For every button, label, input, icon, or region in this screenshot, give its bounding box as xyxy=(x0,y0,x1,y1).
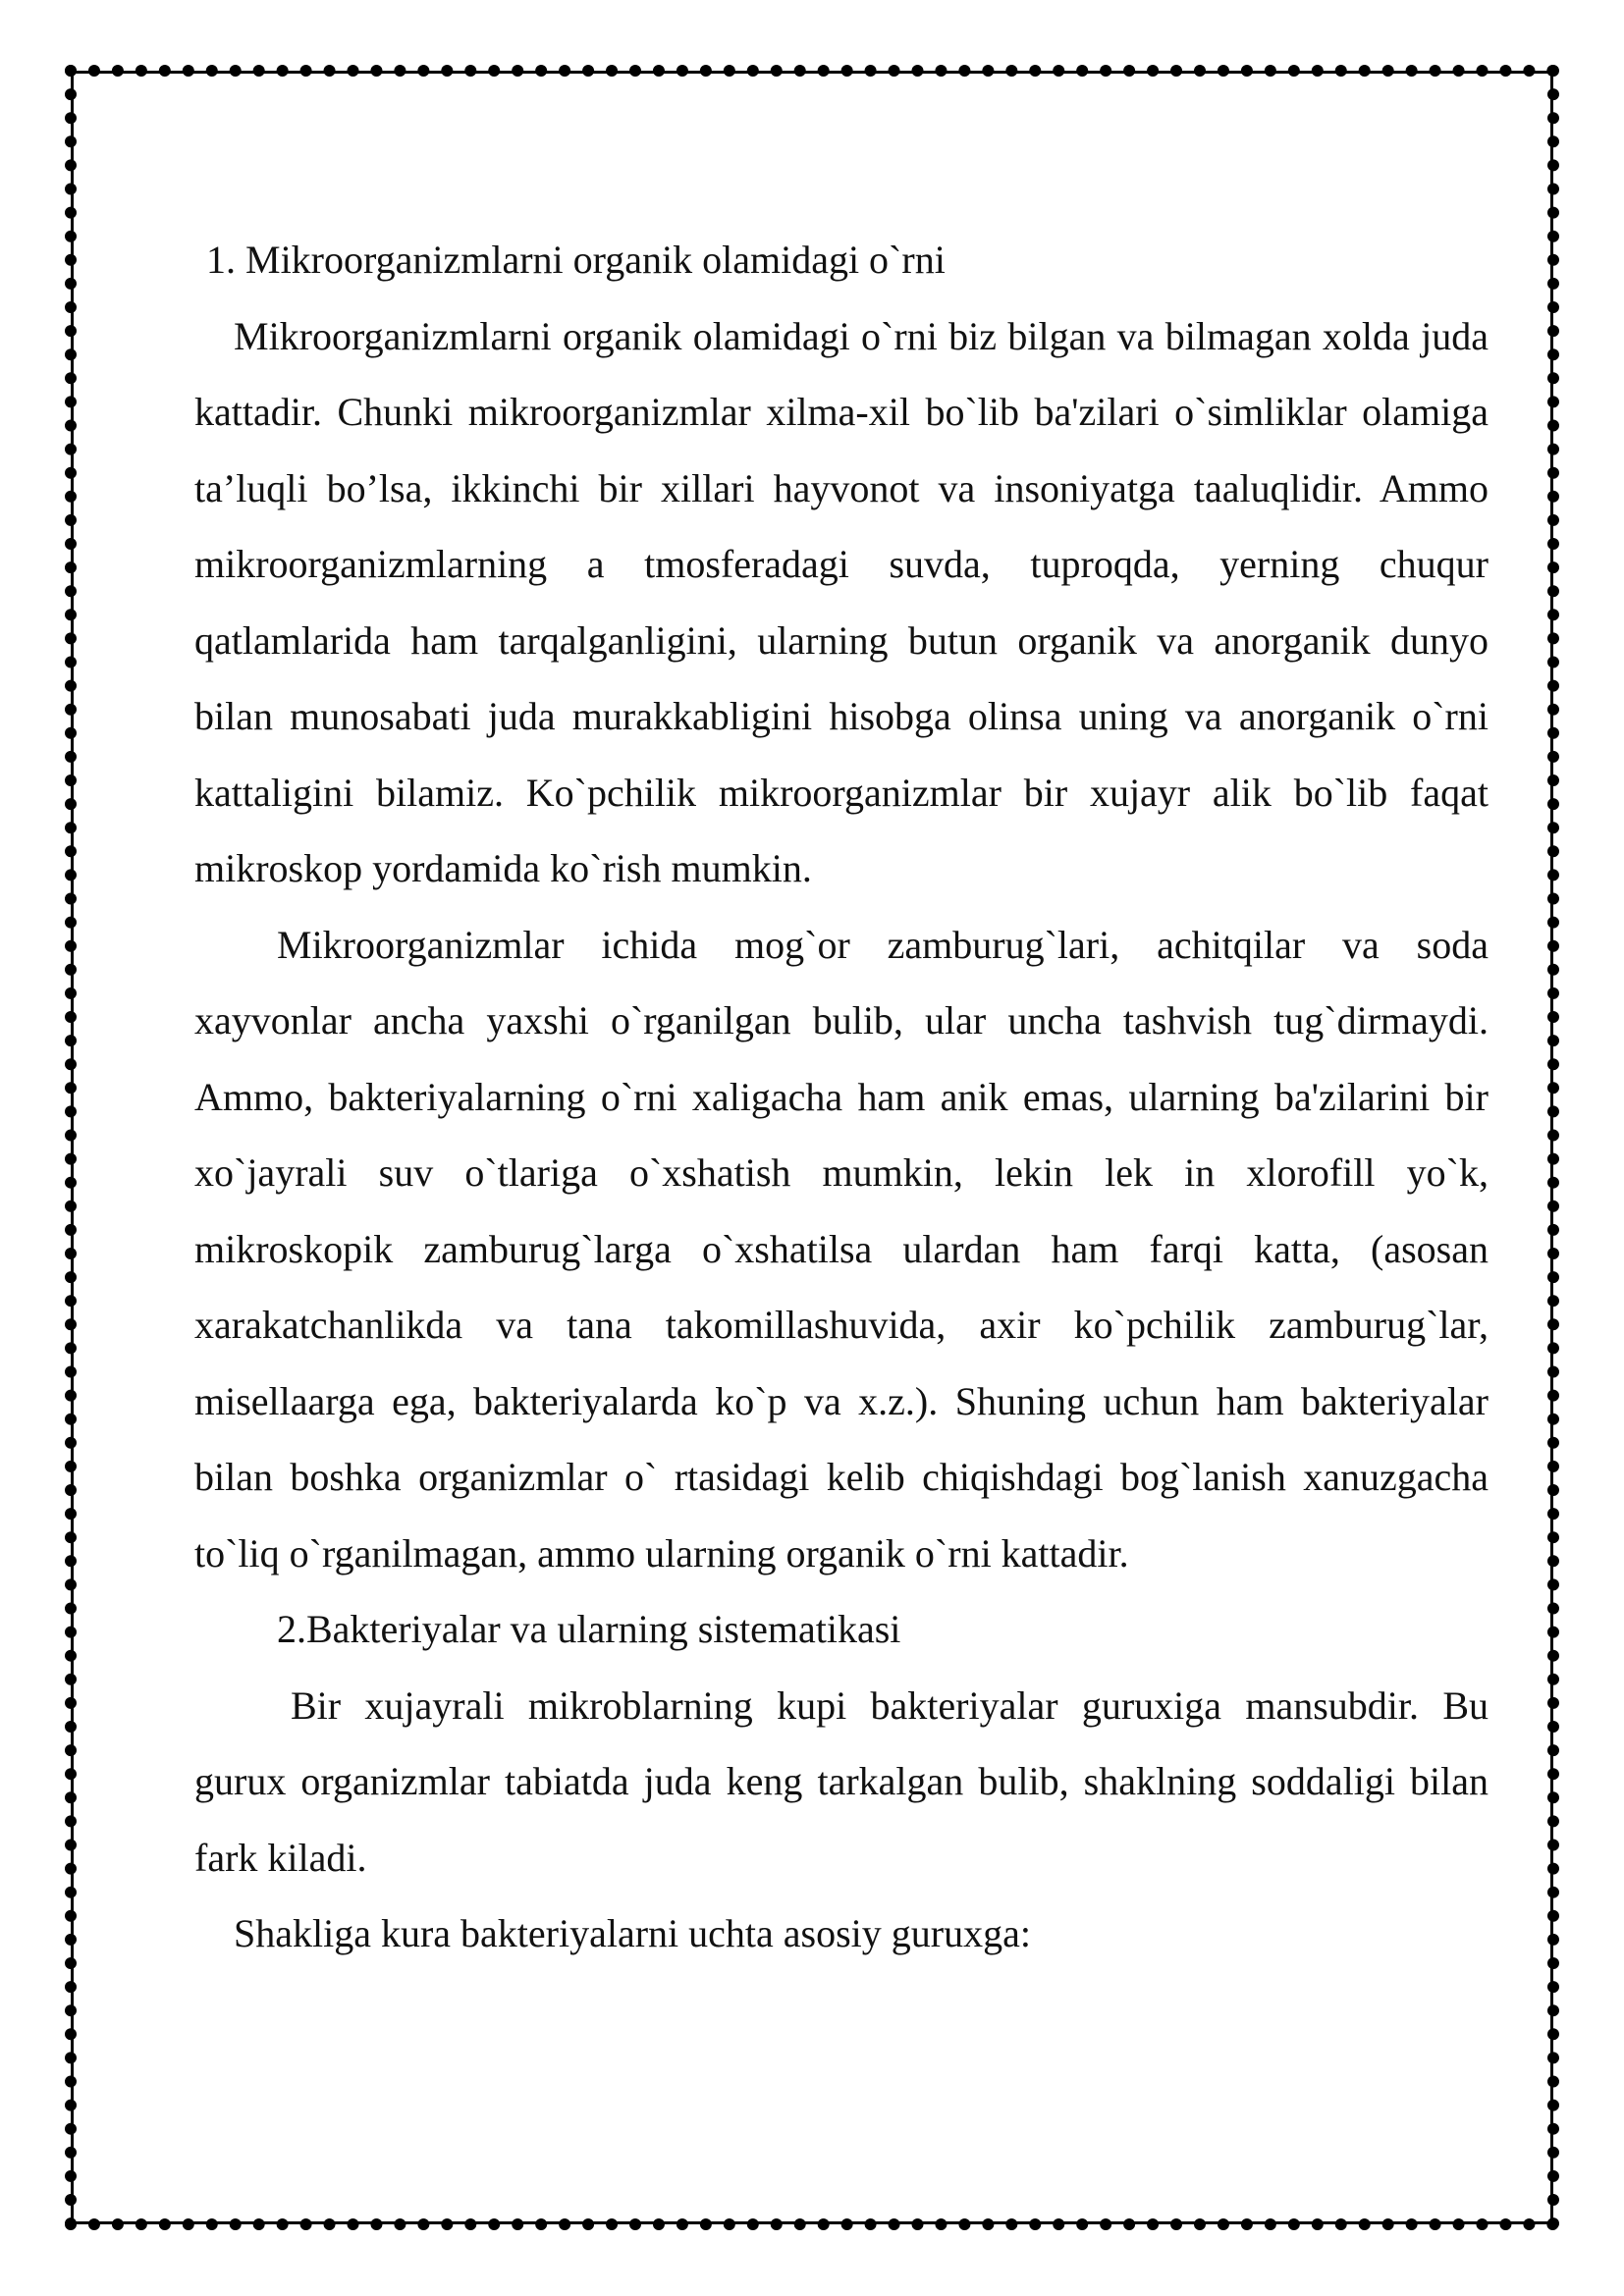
paragraph-1: Mikroorganizmlarni organik olamidagi o`rni biz bilgan va bilmagan xolda juda kattadir. Chunki mikroorganizmlar xilma-xil bo`lib ba'zilari o`simliklar olamiga ta’luqli bo’lsa, ikkinchi bir xillari hayvonot va insoniyatga taaluqlidir. Ammo mikroorganizmlarning a tmosferadagi suvda, tuproqda, yerning chuqur qatlamlarida ham tarqalganligini, ularning butun organik va anorganik dunyo bilan munosabati juda murakkabligini hisobga olinsa uning va anorganik o`rni kattaligini bilamiz. Ko`pchilik mikroorganizmlar bir xujayr alik bo`lib faqat mikroskop yordamida ko`rish mumkin. xyxy=(194,313,1489,890)
paragraph-3: Bir xujayrali mikroblarning kupi bakteriyalar guruxiga mansubdir. Bu gurux organizmlar tabiatda juda keng tarkalgan bulib, shaklning soddaligi bilan fark kiladi. xyxy=(194,1682,1489,1880)
document-body xyxy=(194,222,1489,1972)
section-1-heading: 1. Mikroorganizmlarni organik olamidagi o`rni xyxy=(206,238,946,282)
paragraph-2: Mikroorganizmlar ichida mog`or zamburug`lari, achitqilar va soda xayvonlar ancha yaxshi o`rganilgan bulib, ular uncha tashvish tug`dirmaydi. Ammo, bakteriyalarning o`rni xaligacha ham anik emas, ularning ba'zilarini bir xo`jayrali suv o`tlariga o`xshatish mumkin, lekin lek in xlorofill yo`k, mikroskopik zamburug`larga o`xshatilsa ulardan ham farqi katta, (asosan xarakatchanlikda va tana takomillashuvida, axir ko`pchilik zamburug`lar, misellaarga ega, bakteriyalarda ko`p va x.z.). Shuning uchun ham bakteriyalar bilan boshka organizmlar o` rtasidagi kelib chiqishdagi bog`lanish xanuzgacha to`liq o`rganilmagan, ammo ularning organik o`rni kattadir. xyxy=(194,922,1489,1575)
paragraph-4: Shakliga kura bakteriyalarni uchta asosiy guruxga: xyxy=(234,1911,1031,1955)
section-2-heading: 2.Bakteriyalar va ularning sistematikasi xyxy=(277,1607,901,1651)
